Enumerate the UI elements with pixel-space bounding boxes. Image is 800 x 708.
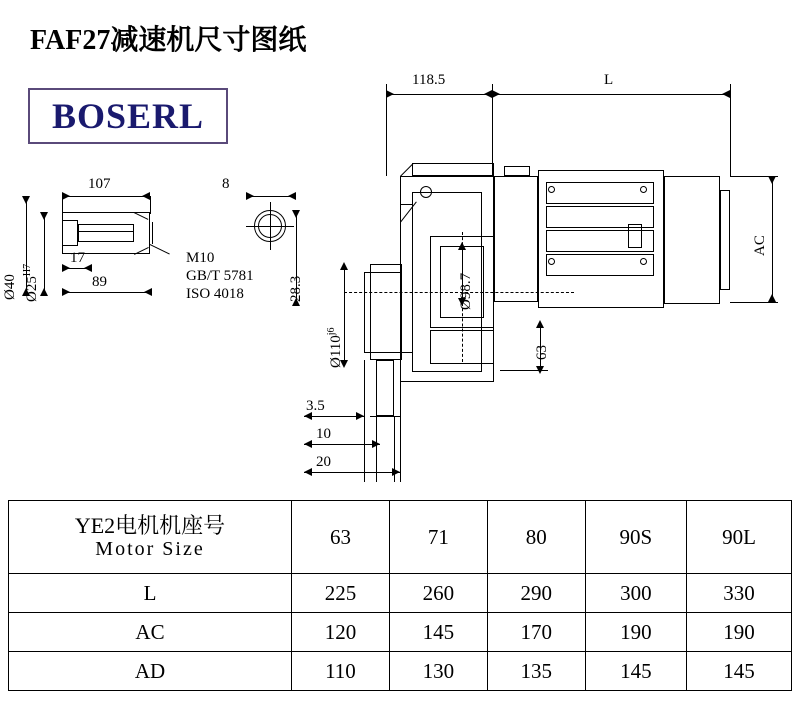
dim-d25-arrow-bottom: [40, 288, 48, 296]
dim-20-line: [304, 472, 400, 473]
spec-table: [8, 500, 792, 691]
dim-d25-label: $Ø25^{H7}$: [22, 263, 40, 302]
dim-20-arrow-left: [304, 468, 312, 476]
table-cell-L-0: 225: [292, 574, 390, 613]
motor-bolt-2: [548, 258, 555, 265]
dim-10-line: [304, 444, 380, 445]
dim-17-arrow-left: [62, 264, 70, 272]
table-row-header: [9, 501, 792, 574]
brand-logo: [28, 88, 228, 144]
dim-118-5-label: 118.5: [412, 72, 446, 88]
dim-89-line: [62, 292, 152, 293]
dim-110-arrow-top: [340, 262, 348, 270]
note-iso-label: ISO 4018: [186, 286, 244, 302]
dim-107-arrow-left: [62, 192, 70, 200]
dim-107-label: 107: [88, 176, 111, 192]
dim-10-arrow-left: [304, 440, 312, 448]
motor-fin-4: [546, 254, 654, 276]
motor-fan-cover: [664, 176, 720, 304]
motor-adapter: [494, 176, 538, 302]
dim-118-5-ext-left: [386, 84, 387, 176]
table-row-label-AD: AD: [9, 652, 292, 691]
dim-3-5-arrow-right: [356, 412, 364, 420]
dim-28-3-arrow-top: [292, 210, 300, 218]
table-row: [9, 613, 792, 652]
dim-d40-label: Ø40: [2, 274, 18, 300]
shaft-key: [78, 224, 134, 242]
page-title: FAF27减速机尺寸图纸: [30, 25, 307, 56]
flange-foot: [376, 360, 394, 416]
note-gbt-label: GB/T 5781: [186, 268, 254, 284]
table-header-size-2: 80: [487, 501, 585, 574]
table-cell-AC-3: 190: [585, 613, 686, 652]
housing-bolt-1: [420, 186, 432, 198]
table-row-label-L: L: [9, 574, 292, 613]
table-cell-AD-1: 130: [389, 652, 487, 691]
dim-28-3-label: 28.3: [288, 275, 304, 302]
table-cell-L-3: 300: [585, 574, 686, 613]
flange-plate: [370, 264, 402, 360]
dim-107-ext-right: [150, 196, 151, 214]
table-cell-L-1: 260: [389, 574, 487, 613]
dim-10-label: 10: [316, 426, 331, 442]
dim-98-7-arrow-top: [458, 242, 466, 250]
table-header-motor-size: [9, 501, 292, 574]
shaft-centerline-h: [78, 231, 134, 232]
dim-98-7-label: Ø98.7: [458, 272, 474, 310]
dim-AC-ext-bottom: [730, 302, 778, 303]
dim-63-label: 63: [534, 345, 550, 360]
motor-fin-1: [546, 182, 654, 204]
motor-bolt-4: [640, 258, 647, 265]
table-header-size-0: 63: [292, 501, 390, 574]
dim-89-label: 89: [92, 274, 107, 290]
table-header-size-3: 90S: [585, 501, 686, 574]
table-cell-AC-2: 170: [487, 613, 585, 652]
housing-top-cap: [412, 163, 494, 176]
motor-top-lug: [504, 166, 530, 176]
table-cell-AD-2: 135: [487, 652, 585, 691]
flange-line-1: [364, 272, 402, 273]
dim-89-arrow-left: [62, 288, 70, 296]
table-row: [9, 652, 792, 691]
dim-d25-arrow-top: [40, 212, 48, 220]
table-cell-AC-4: 190: [687, 613, 792, 652]
table-cell-L-4: 330: [687, 574, 792, 613]
dim-8-label: 8: [222, 176, 230, 192]
motor-bolt-1: [548, 186, 555, 193]
dim-L-arrow-left: [492, 90, 500, 98]
dim-L-ext-right: [730, 84, 731, 176]
motor-terminal-box: [628, 224, 642, 248]
dim-L-line: [492, 94, 730, 95]
dim-118-5-arrow-right: [484, 90, 492, 98]
dim-3-5-line: [304, 416, 364, 417]
dim-AC-arrow-bottom: [768, 294, 776, 302]
flange-edge: [364, 272, 365, 352]
dim-L-arrow-right: [722, 90, 730, 98]
table-cell-AD-4: 145: [687, 652, 792, 691]
dim-ext-v3: [394, 416, 395, 482]
table-row-label-AC: AC: [9, 613, 292, 652]
dim-63-arrow-top: [536, 320, 544, 328]
dim-ext-v2: [376, 416, 377, 482]
dim-AC-label: AC: [752, 235, 768, 256]
table-header-size-1: 71: [389, 501, 487, 574]
dim-89-arrow-right: [144, 288, 152, 296]
shaft-tip: [152, 222, 153, 244]
dim-AC-arrow-top: [768, 176, 776, 184]
dim-63-ext: [500, 370, 548, 371]
dim-118-5-arrow-left: [386, 90, 394, 98]
table-cell-AD-0: 110: [292, 652, 390, 691]
table-cell-AD-3: 145: [585, 652, 686, 691]
dim-8-arrow-left: [246, 192, 254, 200]
dim-d25-line: [44, 212, 45, 296]
dim-AC-line: [772, 176, 773, 302]
dim-20-label: 20: [316, 454, 331, 470]
motor-bolt-3: [640, 186, 647, 193]
brand-logo-text: BOSERL: [51, 96, 205, 136]
motor-fan-end: [720, 190, 730, 290]
dim-L-label: L: [604, 72, 614, 88]
dim-ext-v4: [400, 382, 401, 482]
table-cell-AC-0: 120: [292, 613, 390, 652]
table-cell-L-2: 290: [487, 574, 585, 613]
dim-8-arrow-right: [288, 192, 296, 200]
table-cell-AC-1: 145: [389, 613, 487, 652]
dim-118-5-line: [386, 94, 492, 95]
table-row: [9, 574, 792, 613]
dim-d40-arrow-top: [22, 196, 30, 204]
table-header-size-4: 90L: [687, 501, 792, 574]
dim-17-label: 17: [70, 250, 85, 266]
table-header-en: Motor Size: [95, 538, 205, 561]
dim-107-arrow-right: [142, 192, 150, 200]
note-m10-label: M10: [186, 250, 215, 266]
dim-110-label: $Ø110^{j6}$: [326, 327, 344, 368]
bolt-centerline-v: [270, 202, 271, 250]
table-header-cn: YE2电机机座号: [74, 512, 226, 538]
dim-AC-ext-top: [730, 176, 778, 177]
dim-17-arrow-right: [84, 264, 92, 272]
shaft-end: [62, 220, 78, 246]
housing-edge-1: [400, 204, 412, 205]
shaft-leader: [150, 244, 170, 255]
dim-3-5-label: 3.5: [306, 398, 325, 414]
flange-foot-base: [370, 416, 400, 417]
dim-ext-v1: [364, 360, 365, 482]
flange-line-2: [364, 352, 402, 353]
dim-107-line: [62, 196, 150, 197]
